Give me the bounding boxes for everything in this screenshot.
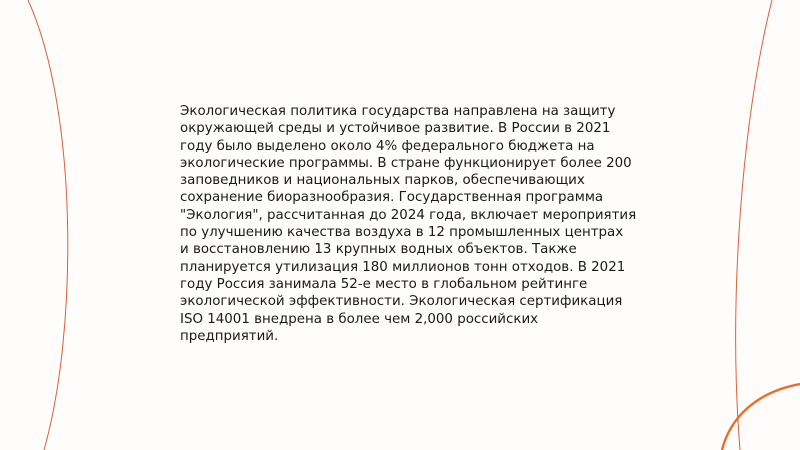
- paragraph-line: и восстановлению 13 крупных водных объектов. Также: [180, 242, 577, 258]
- paragraph-line: году Россия занимала 52-е место в глобальном рейтинге: [180, 276, 588, 292]
- paragraph-line: по улучшению качества воздуха в 12 промышленных центрах: [180, 225, 624, 241]
- paragraph-line: экологические программы. В стране функционирует более 200: [180, 155, 632, 171]
- paragraph-line: ISO 14001 внедрена в более чем 2,000 российских: [180, 311, 539, 327]
- paragraph-line: "Экология", рассчитанная до 2024 года, включает мероприятия: [180, 207, 637, 223]
- paragraph-line: Экологическая политика государства направлена на защиту: [180, 104, 616, 119]
- paragraph-line: экологической эффективности. Экологическая сертификация: [180, 294, 623, 310]
- paragraph-line: окружающей среды и устойчивое развитие. В России в 2021: [180, 121, 611, 137]
- paragraph-line: сохранение биоразнообразия. Государственная программа: [180, 190, 604, 206]
- paragraph-line: заповедников и национальных парков, обеспечивающих: [180, 173, 585, 189]
- bottom-right-decor-arc: [722, 384, 800, 450]
- paragraph-line: планируется утилизация 180 миллионов тонн отходов. В 2021: [180, 259, 626, 275]
- right-decor-curve: [736, 0, 772, 450]
- paragraph-line: году было выделено около 4% федерального бюджета на: [180, 138, 595, 154]
- body-paragraph: [180, 103, 640, 345]
- left-decor-curve: [28, 0, 68, 450]
- paragraph-line: предприятий.: [180, 328, 279, 344]
